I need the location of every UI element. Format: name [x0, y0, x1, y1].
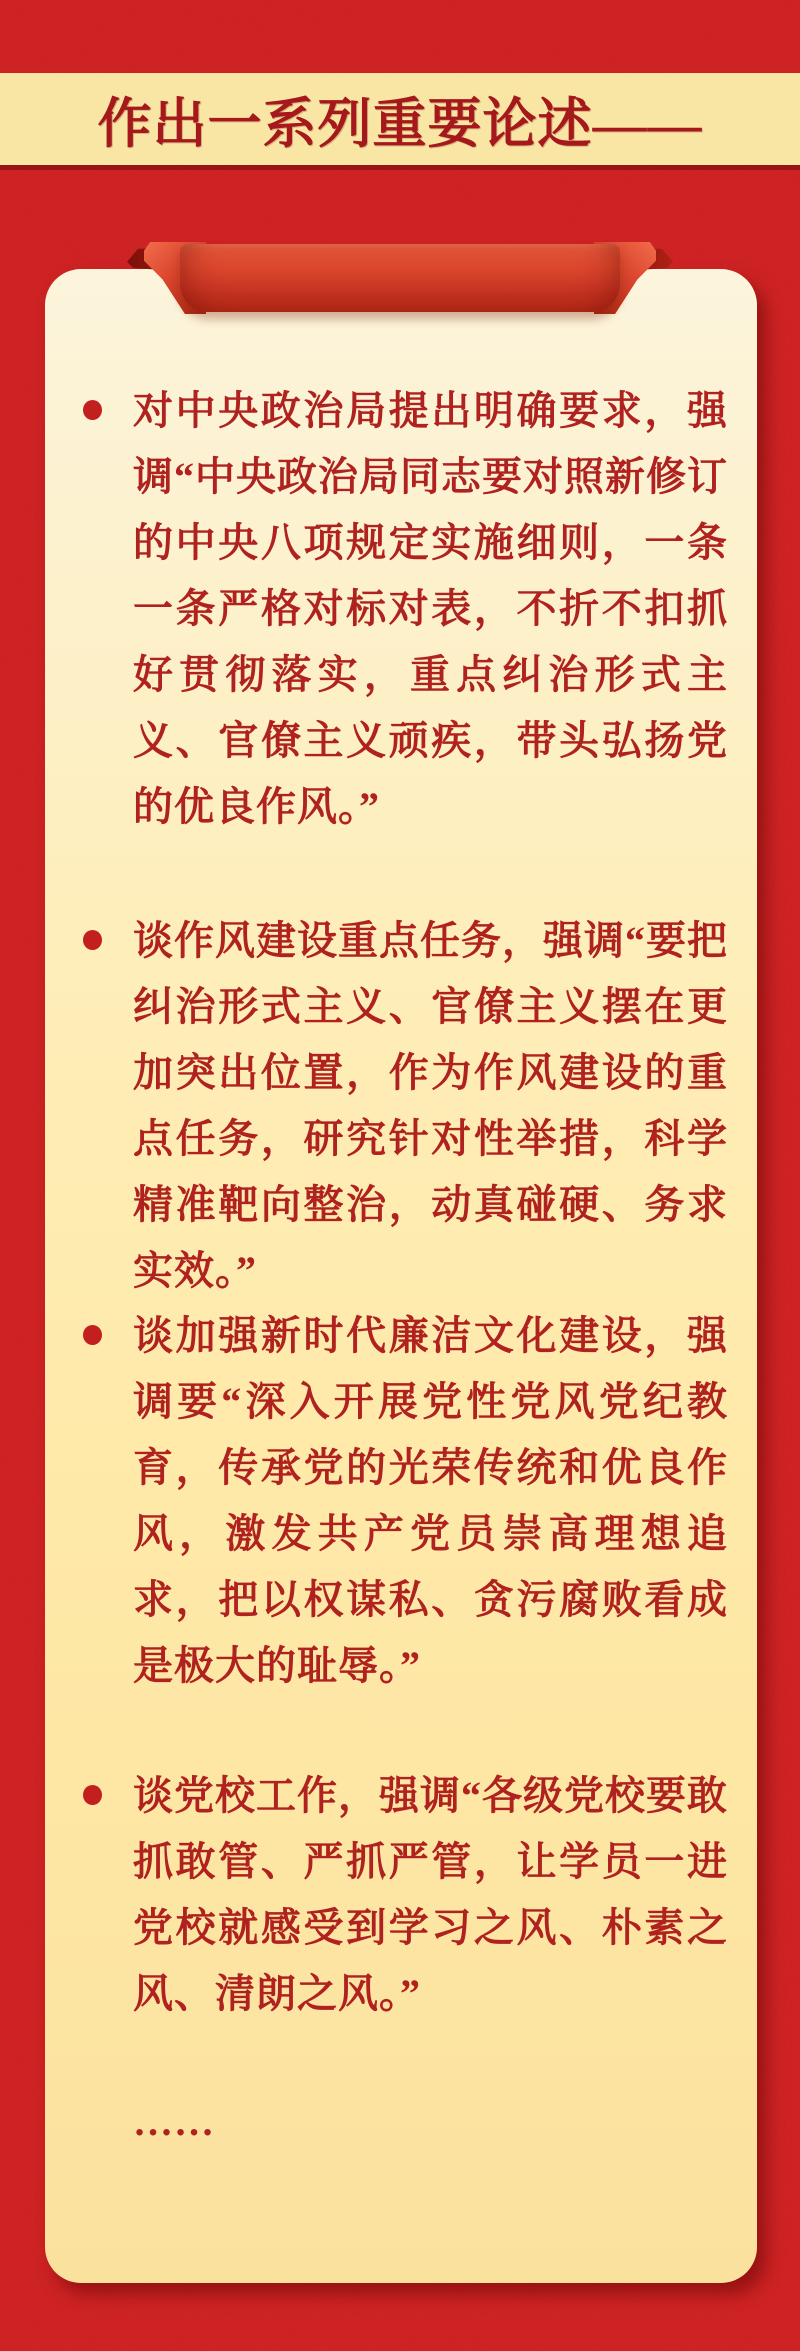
ellipsis-text: ……	[133, 2099, 215, 2144]
page-title: 作出一系列重要论述——	[97, 93, 703, 154]
list-item	[83, 908, 728, 1304]
ellipsis-row	[83, 2089, 728, 2155]
bullet-icon	[83, 400, 102, 420]
bullet-text: 谈党校工作，强调“各级党校要敢抓敢管、严抓严管，让学员一进党校就感受到学习之风、朴素之风、清朗之风。”	[133, 1773, 728, 2016]
content-card	[45, 269, 757, 2283]
bullet-text: 对中央政治局提出明确要求，强调“中央政治局同志要对照新修订的中央八项规定实施细则，一条一条严格对标对表，不折不扣抓好贯彻落实，重点纠治形式主义、官僚主义顽疾，带头弘扬党的优良作风。”	[133, 388, 728, 829]
header-banner	[0, 73, 800, 165]
bullet-text: 谈作风建设重点任务，强调“要把纠治形式主义、官僚主义摆在更加突出位置，作为作风建设的重点任务，研究针对性举措，科学精准靶向整治，动真碰硬、务求实效。”	[133, 918, 728, 1293]
bullet-icon	[83, 1325, 102, 1345]
bullet-icon	[83, 1785, 102, 1805]
list-item	[83, 1303, 728, 1699]
bullet-text: 谈加强新时代廉洁文化建设，强调要“深入开展党性党风党纪教育，传承党的光荣传统和优良作风，激发共产党员崇高理想追求，把以权谋私、贪污腐败看成是极大的耻辱。”	[133, 1313, 728, 1688]
list-item	[83, 378, 728, 840]
bullet-icon	[83, 930, 102, 950]
list-item	[83, 1763, 728, 2027]
